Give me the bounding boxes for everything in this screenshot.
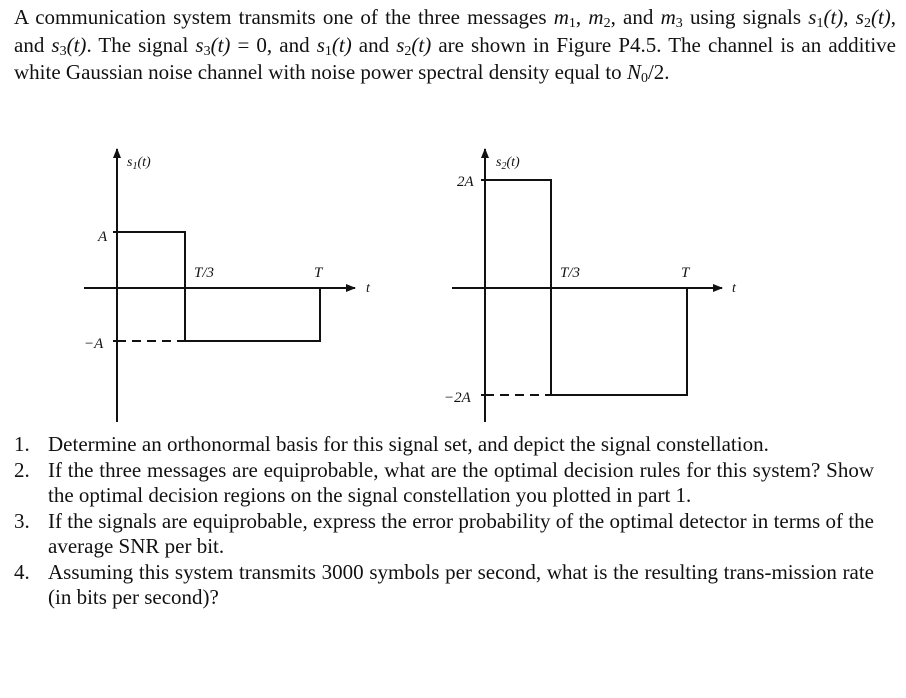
question-number: 1. [14, 432, 30, 456]
s1-waveform [117, 232, 320, 341]
question-item [14, 560, 874, 611]
question-text: Determine an orthonormal basis for this signal set, and depict the signal constellation. [48, 432, 769, 456]
s1-ylabel: $s_1(t)$ [127, 155, 151, 172]
question-text: If the three messages are equiprobable, what are the optimal decision rules for this system? Show the optimal decision regions on the signal constellation you plotted in part 1. [48, 457, 874, 507]
question-item [14, 432, 874, 458]
question-item [14, 509, 874, 560]
s1-tick-t-label: T [314, 265, 323, 281]
question-text: Assuming this system transmits 3000 symbols per second, what is the resulting trans-mission rate (in bits per second)? [48, 559, 874, 609]
s1-level-pos-label: A [98, 229, 108, 245]
s1-xlabel: t [366, 281, 370, 296]
question-item [14, 458, 874, 509]
question-text: If the signals are equiprobable, express the error probability of the optimal detector in terms of the average SNR per bit. [48, 508, 874, 558]
question-list [14, 432, 874, 611]
s2-tick-t3-label: T/3 [560, 265, 581, 281]
s1-tick-t3-label: T/3 [194, 265, 215, 281]
plot-s1 [84, 149, 371, 422]
s2-level-neg-label: −2A [444, 390, 471, 406]
s2-xlabel: t [732, 281, 736, 296]
s2-tick-t-label: T [681, 265, 690, 281]
question-number: 4. [14, 559, 30, 584]
plot-s2 [444, 149, 737, 422]
s2-level-pos-label: 2A [457, 174, 474, 190]
problem-statement: A communication system transmits one of the three messages $m_1$, $m_2$, and $m_3$ using signals $s_1(t)$, $s_2(t)$, and $s_3(t)$. The signal $s_3(t) = 0$, and $s_1(t)$ and $s_2(t)$ are shown in Figure P4.5. The channel is an additive white Gaussian noise channel with noise power spectral density equal to $N_0/2$. [14, 5, 897, 86]
s1-level-neg-label: −A [84, 336, 104, 352]
s2-ylabel: $s_2(t)$ [496, 155, 520, 172]
question-number: 2. [14, 457, 30, 482]
question-number: 3. [14, 508, 30, 533]
